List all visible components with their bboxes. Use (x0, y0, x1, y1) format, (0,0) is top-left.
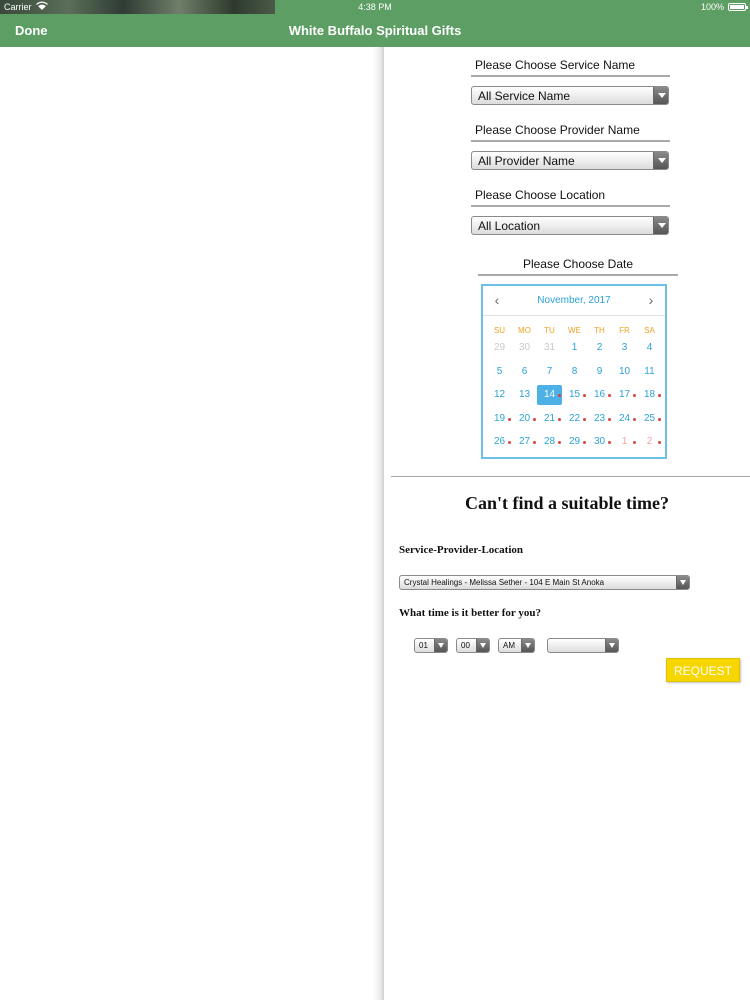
availability-dot-icon (658, 441, 661, 444)
calendar-prev-icon[interactable]: ‹ (494, 292, 500, 308)
calendar-day-number: 5 (496, 366, 503, 377)
minute-value: 00 (461, 641, 470, 650)
availability-dot-icon (533, 441, 536, 444)
calendar-day[interactable] (512, 338, 537, 358)
date-rule (478, 274, 678, 276)
calendar-day-number: 13 (518, 389, 531, 400)
calendar-day-number: 17 (618, 389, 631, 400)
hour-select[interactable] (414, 638, 448, 653)
chevron-down-icon (653, 217, 668, 234)
minute-select[interactable] (456, 638, 490, 653)
calendar-day-number: 6 (521, 366, 528, 377)
calendar-day[interactable] (487, 362, 512, 382)
availability-dot-icon (658, 418, 661, 421)
provider-select-value: All Provider Name (478, 154, 575, 168)
done-button[interactable]: Done (15, 23, 48, 38)
availability-dot-icon (508, 418, 511, 421)
section-divider (391, 476, 750, 477)
calendar-day[interactable] (487, 338, 512, 358)
calendar-day-selected[interactable] (537, 385, 562, 405)
chevron-down-icon (676, 576, 689, 589)
extra-select[interactable] (547, 638, 619, 653)
calendar-next-icon[interactable]: › (648, 292, 654, 308)
provider-label: Please Choose Provider Name (475, 123, 640, 137)
calendar-day[interactable] (512, 409, 537, 429)
calendar-day[interactable] (612, 385, 637, 405)
calendar-day-number: 29 (493, 342, 506, 353)
calendar-weekday: FR (619, 326, 630, 335)
calendar-day-number: 24 (618, 413, 631, 424)
carrier-label: Carrier (4, 2, 32, 12)
calendar-day-number: 26 (493, 436, 506, 447)
availability-dot-icon (658, 394, 661, 397)
location-select-value: All Location (478, 219, 541, 233)
location-label: Please Choose Location (475, 188, 606, 202)
chevron-down-icon (476, 639, 489, 652)
spl-label: Service-Provider-Location (399, 544, 524, 556)
battery-percent: 100% (700, 2, 724, 12)
left-pane (0, 47, 383, 1000)
calendar-day-number: 2 (646, 436, 653, 447)
calendar-day-number: 21 (543, 413, 556, 424)
request-button[interactable]: REQUEST (666, 658, 740, 682)
calendar-day[interactable] (637, 385, 662, 405)
service-label: Please Choose Service Name (475, 58, 636, 72)
availability-dot-icon (608, 394, 611, 397)
time-label: What time is it better for you? (399, 607, 541, 619)
availability-dot-icon (558, 441, 561, 444)
location-select[interactable] (471, 216, 669, 235)
calendar-day[interactable] (637, 362, 662, 382)
calendar-day-number: 18 (643, 389, 656, 400)
calendar-day-number: 30 (593, 436, 606, 447)
service-select-value: All Service Name (478, 89, 571, 103)
calendar-day[interactable] (562, 338, 587, 358)
provider-rule (471, 140, 670, 142)
availability-dot-icon (583, 418, 586, 421)
availability-dot-icon (508, 441, 511, 444)
calendar-day-number: 11 (644, 366, 655, 377)
availability-dot-icon (558, 418, 561, 421)
calendar-day[interactable] (637, 409, 662, 429)
calendar-day-number: 2 (596, 342, 603, 353)
calendar-day[interactable] (562, 432, 587, 452)
availability-dot-icon (533, 418, 536, 421)
ampm-select[interactable] (498, 638, 535, 653)
calendar-day[interactable] (487, 409, 512, 429)
calendar-day[interactable] (587, 338, 612, 358)
status-bar (0, 0, 750, 14)
location-rule (471, 205, 670, 207)
calendar-day[interactable] (587, 362, 612, 382)
availability-dot-icon (558, 394, 561, 397)
calendar-month-title[interactable]: November, 2017 (537, 295, 611, 306)
spl-select[interactable] (399, 575, 690, 590)
calendar-day[interactable] (637, 338, 662, 358)
calendar-day[interactable] (612, 338, 637, 358)
calendar-weekday: SU (493, 326, 506, 335)
calendar-day-number: 3 (621, 342, 628, 353)
calendar-day-number: 1 (621, 436, 628, 447)
calendar-day[interactable] (537, 432, 562, 452)
calendar-day[interactable] (637, 432, 662, 452)
calendar-day[interactable] (612, 432, 637, 452)
chevron-down-icon (605, 639, 618, 652)
calendar-day[interactable] (562, 362, 587, 382)
pane-divider (372, 47, 384, 1000)
calendar-weekday: TH (594, 326, 605, 335)
calendar-day-number: 14 (543, 389, 556, 400)
chevron-down-icon (434, 639, 447, 652)
chevron-down-icon (653, 87, 668, 104)
battery-icon (728, 3, 746, 11)
request-heading: Can't find a suitable time? (464, 493, 669, 513)
calendar-day[interactable] (587, 385, 612, 405)
hour-value: 01 (419, 641, 428, 650)
spl-select-value: Crystal Healings - Melissa Sether - 104 E Main St Anoka (404, 578, 605, 587)
calendar-day-number: 4 (646, 342, 653, 353)
calendar-day[interactable] (587, 432, 612, 452)
calendar-day[interactable] (487, 385, 512, 405)
calendar-day[interactable] (612, 362, 637, 382)
calendar-header (483, 286, 665, 316)
calendar-weekday: SA (644, 326, 655, 335)
calendar-day[interactable] (587, 409, 612, 429)
nav-bar (0, 14, 750, 47)
availability-dot-icon (583, 441, 586, 444)
calendar-day-number: 20 (518, 413, 531, 424)
calendar-day[interactable] (512, 362, 537, 382)
availability-dot-icon (608, 441, 611, 444)
calendar-day-number: 19 (493, 413, 506, 424)
calendar-day[interactable] (562, 409, 587, 429)
availability-dot-icon (608, 418, 611, 421)
calendar-day-number: 29 (568, 436, 581, 447)
date-label: Please Choose Date (522, 257, 634, 271)
calendar-day[interactable] (537, 338, 562, 358)
calendar-day-number: 27 (518, 436, 531, 447)
ampm-value: AM (503, 641, 515, 650)
calendar-day-number: 30 (518, 342, 531, 353)
availability-dot-icon (633, 418, 636, 421)
calendar-day-number: 28 (543, 436, 556, 447)
date-calendar (481, 284, 667, 459)
calendar-day-number: 16 (593, 389, 606, 400)
calendar-day[interactable] (512, 432, 537, 452)
availability-dot-icon (583, 394, 586, 397)
calendar-day[interactable] (537, 362, 562, 382)
calendar-day-number: 22 (568, 413, 581, 424)
chevron-down-icon (521, 639, 534, 652)
clock: 4:38 PM (358, 2, 392, 12)
calendar-weekday: TU (544, 326, 555, 335)
calendar-day[interactable] (537, 409, 562, 429)
calendar-day[interactable] (562, 385, 587, 405)
availability-dot-icon (633, 441, 636, 444)
calendar-weekday: MO (518, 326, 531, 335)
provider-select[interactable] (471, 151, 669, 170)
calendar-day-number: 15 (568, 389, 581, 400)
calendar-weekday: WE (568, 326, 581, 335)
service-rule (471, 75, 670, 77)
calendar-day-number: 25 (643, 413, 656, 424)
calendar-day-number: 12 (493, 389, 506, 400)
service-select[interactable] (471, 86, 669, 105)
calendar-day-number: 31 (543, 342, 556, 353)
calendar-day-number: 7 (546, 366, 553, 377)
calendar-day-number: 10 (618, 366, 631, 377)
calendar-day-number: 8 (571, 366, 578, 377)
calendar-day-number: 1 (571, 342, 578, 353)
calendar-day[interactable] (612, 409, 637, 429)
page-title: White Buffalo Spiritual Gifts (288, 23, 462, 38)
calendar-day[interactable] (487, 432, 512, 452)
chevron-down-icon (653, 152, 668, 169)
availability-dot-icon (633, 394, 636, 397)
calendar-day-number: 9 (596, 366, 603, 377)
calendar-day-number: 23 (593, 413, 606, 424)
calendar-day[interactable] (512, 385, 537, 405)
